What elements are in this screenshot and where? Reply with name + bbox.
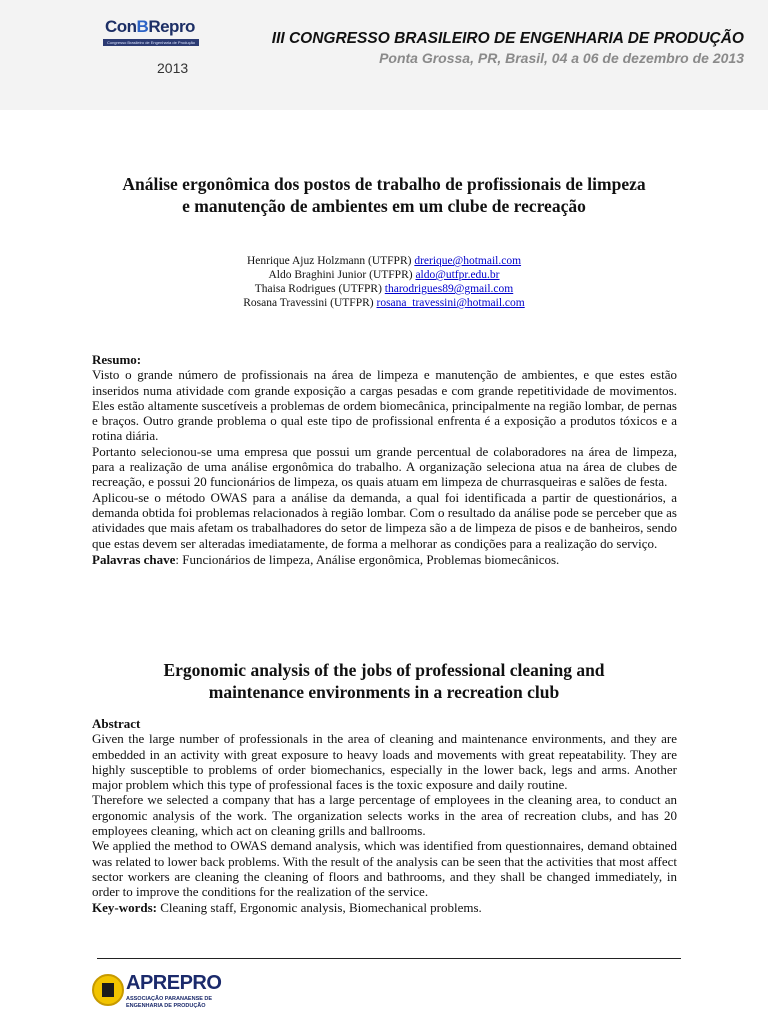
abstract-label: Abstract [92,716,141,731]
page-header [0,0,768,110]
resumo-section [92,352,677,567]
author-line: Rosana Travessini (UTFPR) rosana_travessini@hotmail.com [243,297,525,309]
aprepro-subtitle: ASSOCIAÇÃO PARANAENSE DE ENGENHARIA DE PRODUÇÃO [126,996,213,1009]
aprepro-emblem-icon [92,974,124,1006]
aprepro-wordmark: APREPRO [126,972,222,994]
author-email-link[interactable]: drerique@hotmail.com [414,255,522,267]
author-line: Thaisa Rodrigues (UTFPR) tharodrigues89@gmail.com [254,283,514,295]
resumo-paragraph: Aplicou-se o método OWAS para a análise da demanda, a qual foi identificada a partir de questionários, a demanda obtida foi problemas relacionados à região lombar. Com o resultado da análise pode se perceber que as atividades que mais afetam os trabalhadores do setor de limpeza são a de limpeza de pisos e de banheiros, sendo que estas devem ser alteradas imediatamente, de forma a melhorar as condições para a realização do serviço. [92,489,677,551]
abstract-paragraph: Given the large number of professionals in the area of cleaning and maintenance environments, and they are embedded in an activity with great exposure to heavy loads and movements with great repeatability. They are highly susceptible to problems of order biomechanics, especially in the lower back, legs and arms. Another major problem which this type of professional faces is the toxic exposure and daily routine. [92,731,677,793]
paper-title-en: Ergonomic analysis of the jobs of professional cleaning and maintenance environments in a recreation club [163,660,605,702]
resumo-keywords: Palavras chave: Funcionários de limpeza, Análise ergonômica, Problemas biomecânicos. [92,551,560,567]
author-line: Henrique Ajuz Holzmann (UTFPR) drerique@hotmail.com [246,255,522,267]
resumo-paragraph: Portanto selecionou-se uma empresa que possui um grande percentual de colaboradores na área de limpeza, para a realização de uma análise ergonômica do trabalho. A organização seleciona atua na área de clubes de recreação, e possui 20 funcionários de limpeza, os quais atuam em limpeza de churrasqueiras e salões de festa. [92,443,677,490]
logo-wordmark: ConBRepro [105,17,195,36]
author-email-link[interactable]: tharodrigues89@gmail.com [384,283,514,295]
congress-location-date: Ponta Grossa, PR, Brasil, 04 a 06 de dezembro de 2013 [379,50,744,66]
resumo-paragraph: Visto o grande número de profissionais na área de limpeza e manutenção de ambientes, e que estes estão inseridos numa atividade com grande exposição a cargas pesadas e com grande repetitividade de movimentos. Eles estão altamente suscetíveis a problemas de ordem biomecânica, principalmente na região lombar, de pernas e braços. Outro grande problema o qual este tipo de profissional enfrenta é a exposição a produtos tóxicos e a rotina diária. [92,367,677,444]
resumo-label: Resumo: [92,352,142,367]
logo-subtitle: Congresso Brasileiro de Engenharia de Produção [103,39,199,46]
abstract-section [92,716,677,915]
aprepro-logo [92,970,242,1015]
abstract-paragraph: We applied the method to OWAS demand analysis, which was identified from questionnaires, demand obtained was related to lower back problems. With the result of the analysis can be seen that the activities that most affect sector workers are cleaning the cleaning of floors and bathrooms, and they shall be changed immediately, in order to improve the conditions for the realization of the service. [92,838,677,900]
author-line: Aldo Braghini Junior (UTFPR) aldo@utfpr.edu.br [268,269,500,281]
paper-title-pt: Análise ergonômica dos postos de trabalho de profissionais de limpeza e manutenção de ambientes em um clube de recreação [122,174,646,216]
congress-title: III CONGRESSO BRASILEIRO DE ENGENHARIA DE PRODUÇÃO [271,30,744,47]
abstract-paragraph: Therefore we selected a company that has a large percentage of employees in the cleaning area, to conduct an ergonomic analysis of the work. The organization selects works in the area of recreation clubs, and has 20 employees cleaning, which act on cleaning grills and ballrooms. [92,792,677,839]
footer-divider [97,958,681,959]
author-list [130,254,638,310]
author-email-link[interactable]: rosana_travessini@hotmail.com [376,297,525,309]
author-email-link[interactable]: aldo@utfpr.edu.br [415,269,500,281]
logo-year: 2013 [157,60,189,76]
conbrepro-logo [95,12,205,82]
abstract-keywords: Key-words: Cleaning staff, Ergonomic analysis, Biomechanical problems. [92,899,482,915]
